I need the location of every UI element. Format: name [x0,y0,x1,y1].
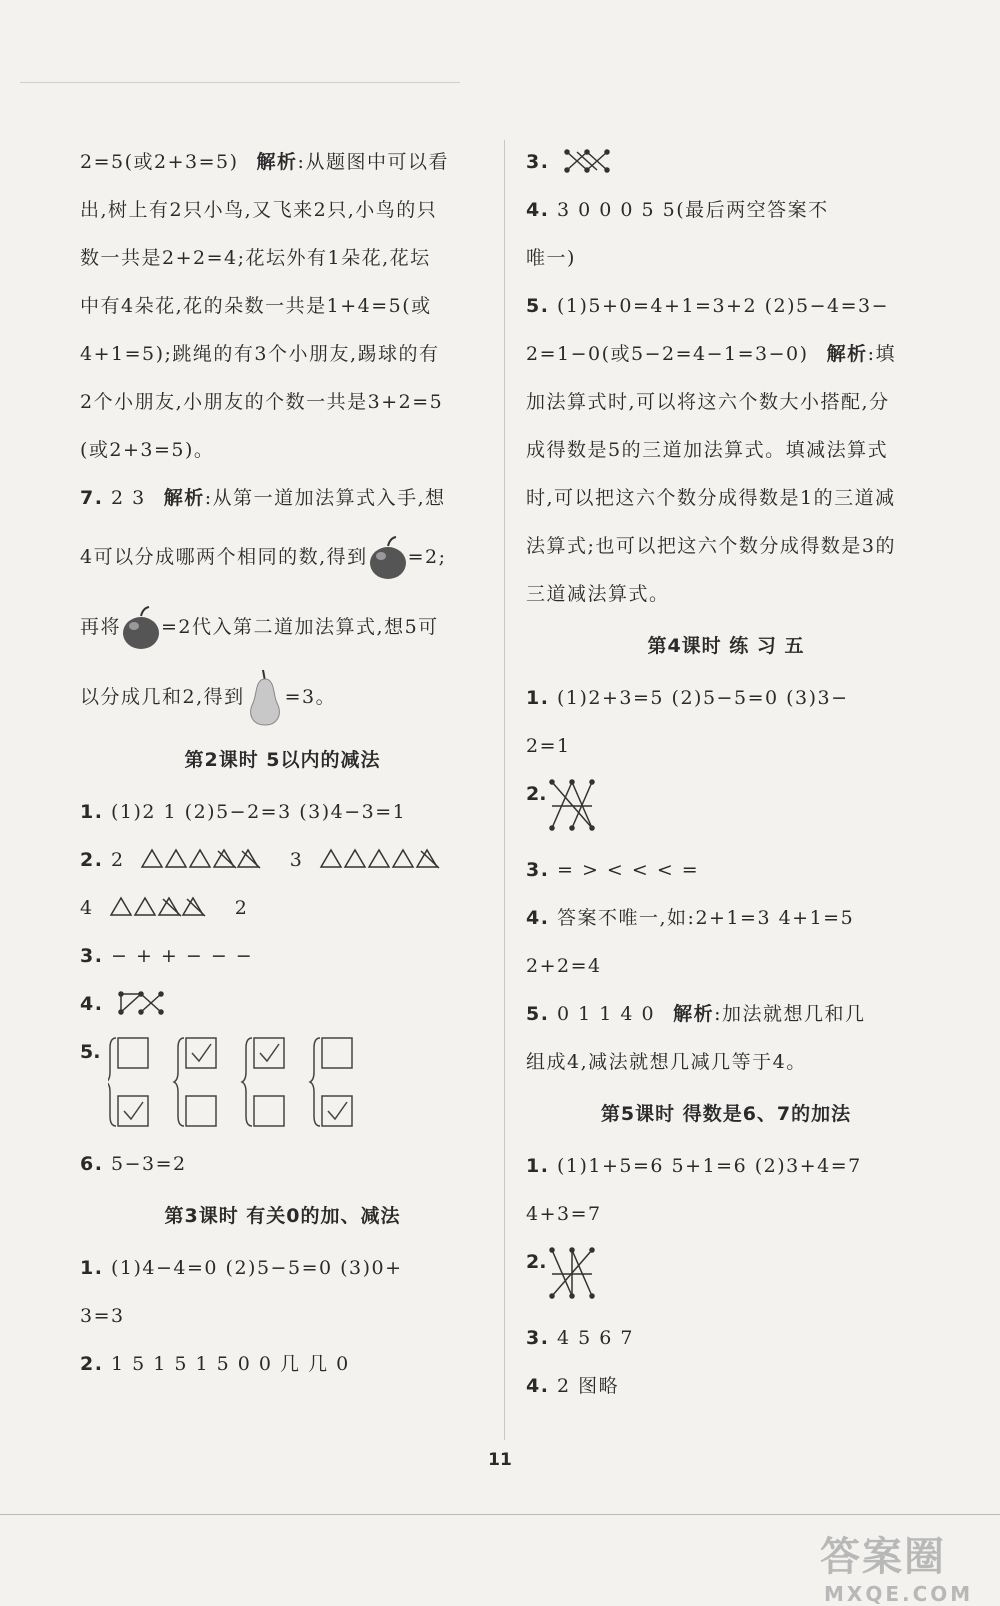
answer-line [526,186,926,234]
text: − + + − − − [111,945,254,967]
answer-line: 出,树上有2只小鸟,又飞来2只,小鸟的只 [80,199,438,221]
answer-line [526,1238,926,1314]
text: =2代入第二道加法算式,想5可 [161,616,439,638]
answer-line: 加法算式时,可以将这六个数大小搭配,分 [526,391,890,413]
text: (1)2+3=5 (2)5−5=0 (3)3− [557,687,849,709]
answer-line [80,1028,485,1140]
section-heading: 第4课时 练 习 五 [647,635,805,657]
answer-line: 3=3 [80,1305,125,1327]
answer-line [80,884,485,932]
answer-line: 中有4朵花,花的朵数一共是1+4=5(或 [80,295,432,317]
question-number: 5. [526,1003,550,1025]
watermark-url: MXQE.COM [824,1582,974,1606]
answer-line [526,1362,926,1410]
section-heading: 第3课时 有关0的加、减法 [164,1205,401,1227]
matching-lines-figure [563,148,613,174]
matching-lines-figure [117,990,165,1016]
text: 答案不唯一,如:2+1=3 4+1=5 [557,907,855,929]
answer-line [80,1340,485,1388]
right-column [526,138,926,1410]
matching-lines-figure [548,778,600,834]
question-number: 3. [526,1327,550,1349]
question-number: 3. [526,859,550,881]
analysis-label: 解析 [826,343,868,365]
question-number: 4. [80,993,104,1015]
answer-line [526,138,926,186]
section-heading: 第5课时 得数是6、7的加法 [600,1103,852,1125]
answer-line [80,836,485,884]
text: 2=1−0(或5−2=4−1=3−0) [526,343,809,365]
text: 4 [80,897,94,919]
answer-line [80,1244,485,1292]
answer-values: 2 3 [111,487,146,509]
question-number: 1. [526,687,550,709]
answer-line [526,1314,926,1362]
answer-line [80,980,485,1028]
apple-icon [368,536,408,580]
watermark-text: 答案圈 [820,1534,946,1580]
analysis-label: 解析 [163,487,205,509]
question-number: 3. [80,945,104,967]
answer-line: 4+3=7 [526,1203,602,1225]
apple-icon [121,606,161,650]
triangles-figure [319,847,443,869]
analysis-label: 解析 [256,151,298,173]
question-number: 4. [526,907,550,929]
text: =2; [407,546,447,568]
text: :填 [867,343,896,365]
answer-line [80,788,485,836]
answer-line [526,770,926,846]
question-number: 4. [526,199,550,221]
answer-line: 4+1=5);跳绳的有3个小朋友,踢球的有 [80,343,440,365]
question-number: 6. [80,1153,104,1175]
question-number: 7. [80,487,104,509]
answer-line [80,1140,485,1188]
answer-line: 2+2=4 [526,955,602,977]
question-number: 4. [526,1375,550,1397]
checkbox-groups-figure [108,1032,398,1132]
text: :加法就想几和几 [714,1003,866,1025]
answer-line: 2个小朋友,小朋友的个数一共是3+2=5 [80,391,444,413]
answer-line [526,282,926,330]
question-number: 1. [526,1155,550,1177]
question-number: 1. [80,801,104,823]
pear-icon [245,669,285,727]
text: = > < < < = [557,859,700,881]
watermark [820,1525,973,1606]
text: 4 5 6 7 [557,1327,634,1349]
answer-line: 时,可以把这六个数分成得数是1的三道减 [526,487,896,509]
question-number: 2. [80,1353,104,1375]
answer-line: 法算式;也可以把这六个数分成得数是3的 [526,535,896,557]
text: (1)4−4=0 (2)5−5=0 (3)0+ [111,1257,403,1279]
text: (1)1+5=6 5+1=6 (2)3+4=7 [557,1155,862,1177]
text: 1 5 1 5 1 5 0 0 几 几 0 [111,1353,350,1375]
answer-line: 成得数是5的三道加法算式。填减法算式 [526,439,889,461]
text: :从题图中可以看 [297,151,449,173]
text: 2=5(或2+3=5) [80,151,239,173]
text: :从第一道加法算式入手,想 [204,487,446,509]
text: 2 图略 [557,1375,620,1397]
answer-line: 唯一) [526,247,576,269]
answer-line [80,522,485,592]
answer-line [526,894,926,942]
question-number: 5. [80,1041,101,1063]
text: 3 0 0 0 5 5(最后两空答案不 [557,199,829,221]
section-heading: 第2课时 5以内的减法 [184,749,381,771]
question-number: 3. [526,151,550,173]
question-number: 2. [526,1251,547,1273]
answer-line [526,990,926,1038]
question-number: 5. [526,295,550,317]
text: 2 [234,897,249,919]
question-number: 2. [80,849,104,871]
answer-line: 组成4,减法就想几减几等于4。 [526,1051,807,1073]
question-number: 2. [526,783,547,805]
answer-line [80,932,485,980]
answer-line [526,330,926,378]
text: 5−3=2 [111,1153,187,1175]
analysis-label: 解析 [673,1003,715,1025]
answer-line: 三道减法算式。 [526,583,670,605]
column-divider [504,140,505,1440]
answer-line: 2=1 [526,735,571,757]
text: 再将 [80,616,122,638]
text: (1)2 1 (2)5−2=3 (3)4−3=1 [111,801,407,823]
bottom-rule [0,1514,1000,1515]
matching-lines-figure [548,1246,600,1302]
text: 以分成几和2,得到 [80,686,245,708]
page-number: 11 [488,1450,512,1470]
text: 0 1 1 4 0 [557,1003,656,1025]
triangles-figure [140,847,264,869]
text: =3。 [284,686,337,708]
triangles-figure [109,895,209,917]
answer-line [80,662,485,732]
text: 4可以分成哪两个相同的数,得到 [80,546,368,568]
answer-line [526,846,926,894]
text: (1)5+0=4+1=3+2 (2)5−4=3− [557,295,890,317]
answer-line [80,592,485,662]
question-number: 1. [80,1257,104,1279]
question-7 [80,474,485,522]
answer-line [526,1142,926,1190]
answer-line [80,138,485,186]
text: 2 [111,849,125,871]
top-rule [20,82,460,83]
answer-line: 数一共是2+2=4;花坛外有1朵花,花坛 [80,247,431,269]
answer-line [526,674,926,722]
left-column [80,138,485,1388]
answer-line: (或2+3=5)。 [80,439,215,461]
text: 3 [289,849,304,871]
